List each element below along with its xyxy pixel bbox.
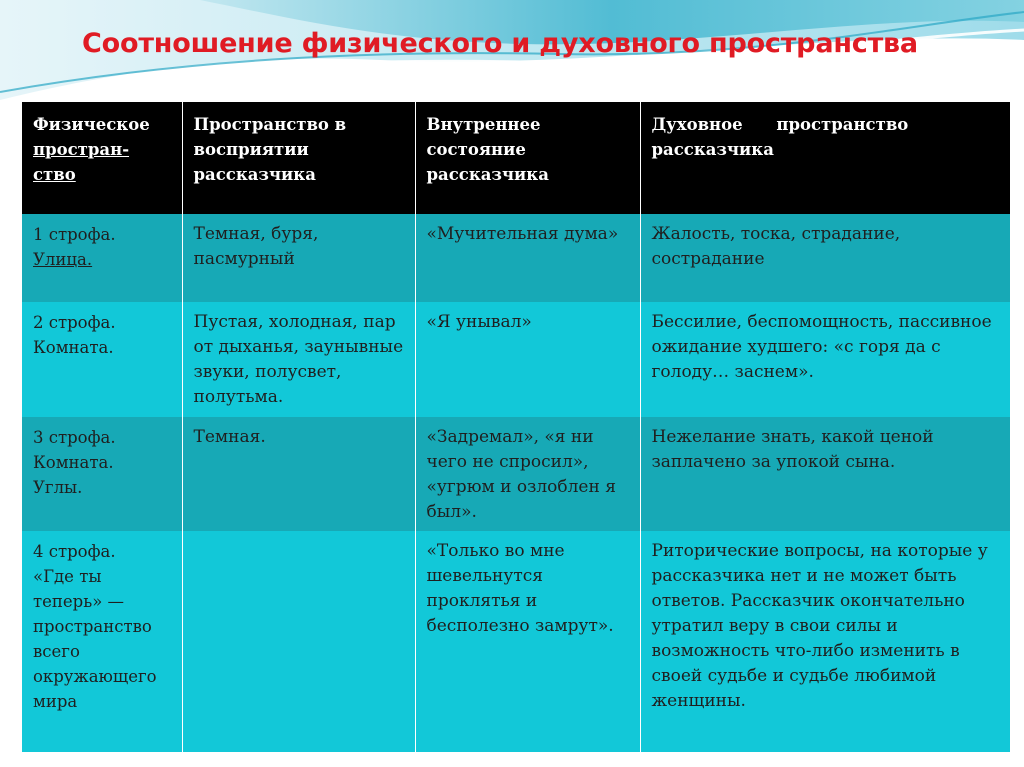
header-inner-state: Внутреннее состояние рассказчика: [415, 102, 640, 214]
header-physical-space: [22, 102, 182, 214]
cell-inner: «Только во мне шевельнутся проклятья и бесполезно замрут».: [415, 531, 640, 752]
cell-physical: [22, 531, 182, 752]
cell-stanza: 1 строфа.: [33, 225, 116, 244]
cell-physical: [22, 417, 182, 531]
cell-inner: «Задремал», «я ни чего не спросил», «угрюм и озлоблен я был».: [415, 417, 640, 531]
slide-title: Соотношение физического и духовного пространства: [82, 28, 918, 59]
header-physical-space-line3: ство: [33, 165, 76, 184]
cell-spiritual: Риторические вопросы, на которые у рассказчика нет и не может быть ответов. Рассказчик окончательно утратил веру в свои силы и возможность что-либо изменить в своей судьбе и судьбе любимой женщины.: [651, 541, 988, 711]
cell-physical: [22, 214, 182, 302]
cell-stanza: 2 строфа.: [33, 313, 116, 332]
header-physical-space-line2: простран-: [33, 140, 130, 159]
cell-spiritual: Нежелание знать, какой ценой заплачено за упокой сына.: [651, 427, 934, 472]
cell-physical: [22, 302, 182, 417]
cell-place: Комната.: [33, 453, 114, 472]
cell-stanza: 3 строфа.: [33, 428, 116, 447]
cell-perceived: [182, 531, 415, 752]
cell-perceived: Темная, буря, пасмурный: [182, 214, 415, 302]
table-header-row: [22, 102, 1010, 214]
cell-perceived: Темная.: [182, 417, 415, 531]
cell-spiritual: Жалость, тоска, страдание, сострадание: [651, 224, 901, 269]
cell-place-detail: Углы.: [33, 478, 83, 497]
header-spiritual-space: Духовное пространство рассказчика: [651, 115, 909, 159]
cell-spiritual: Бессилие, беспомощность, пассивное ожидание худшего: «с горя да с голоду… заснем».: [651, 312, 992, 382]
table-row: [22, 214, 1010, 302]
header-perceived-space: Пространство в восприятии рассказчика: [182, 102, 415, 214]
cell-place: «Где ты теперь» — пространство всего окружающего мира: [33, 567, 157, 711]
cell-perceived: Пустая, холодная, пар от дыханья, заунывные звуки, полусвет, полутьма.: [182, 302, 415, 417]
cell-place: Комната.: [33, 338, 114, 357]
header-physical-space-line1: Физическое: [33, 115, 150, 134]
cell-inner: «Мучительная дума»: [415, 214, 640, 302]
cell-inner: «Я унывал»: [415, 302, 640, 417]
table-row: [22, 417, 1010, 531]
table-row: [22, 531, 1010, 752]
comparison-table: [22, 102, 1010, 752]
cell-stanza: 4 строфа.: [33, 542, 116, 561]
table-row: [22, 302, 1010, 417]
cell-place: Улица.: [33, 250, 93, 269]
